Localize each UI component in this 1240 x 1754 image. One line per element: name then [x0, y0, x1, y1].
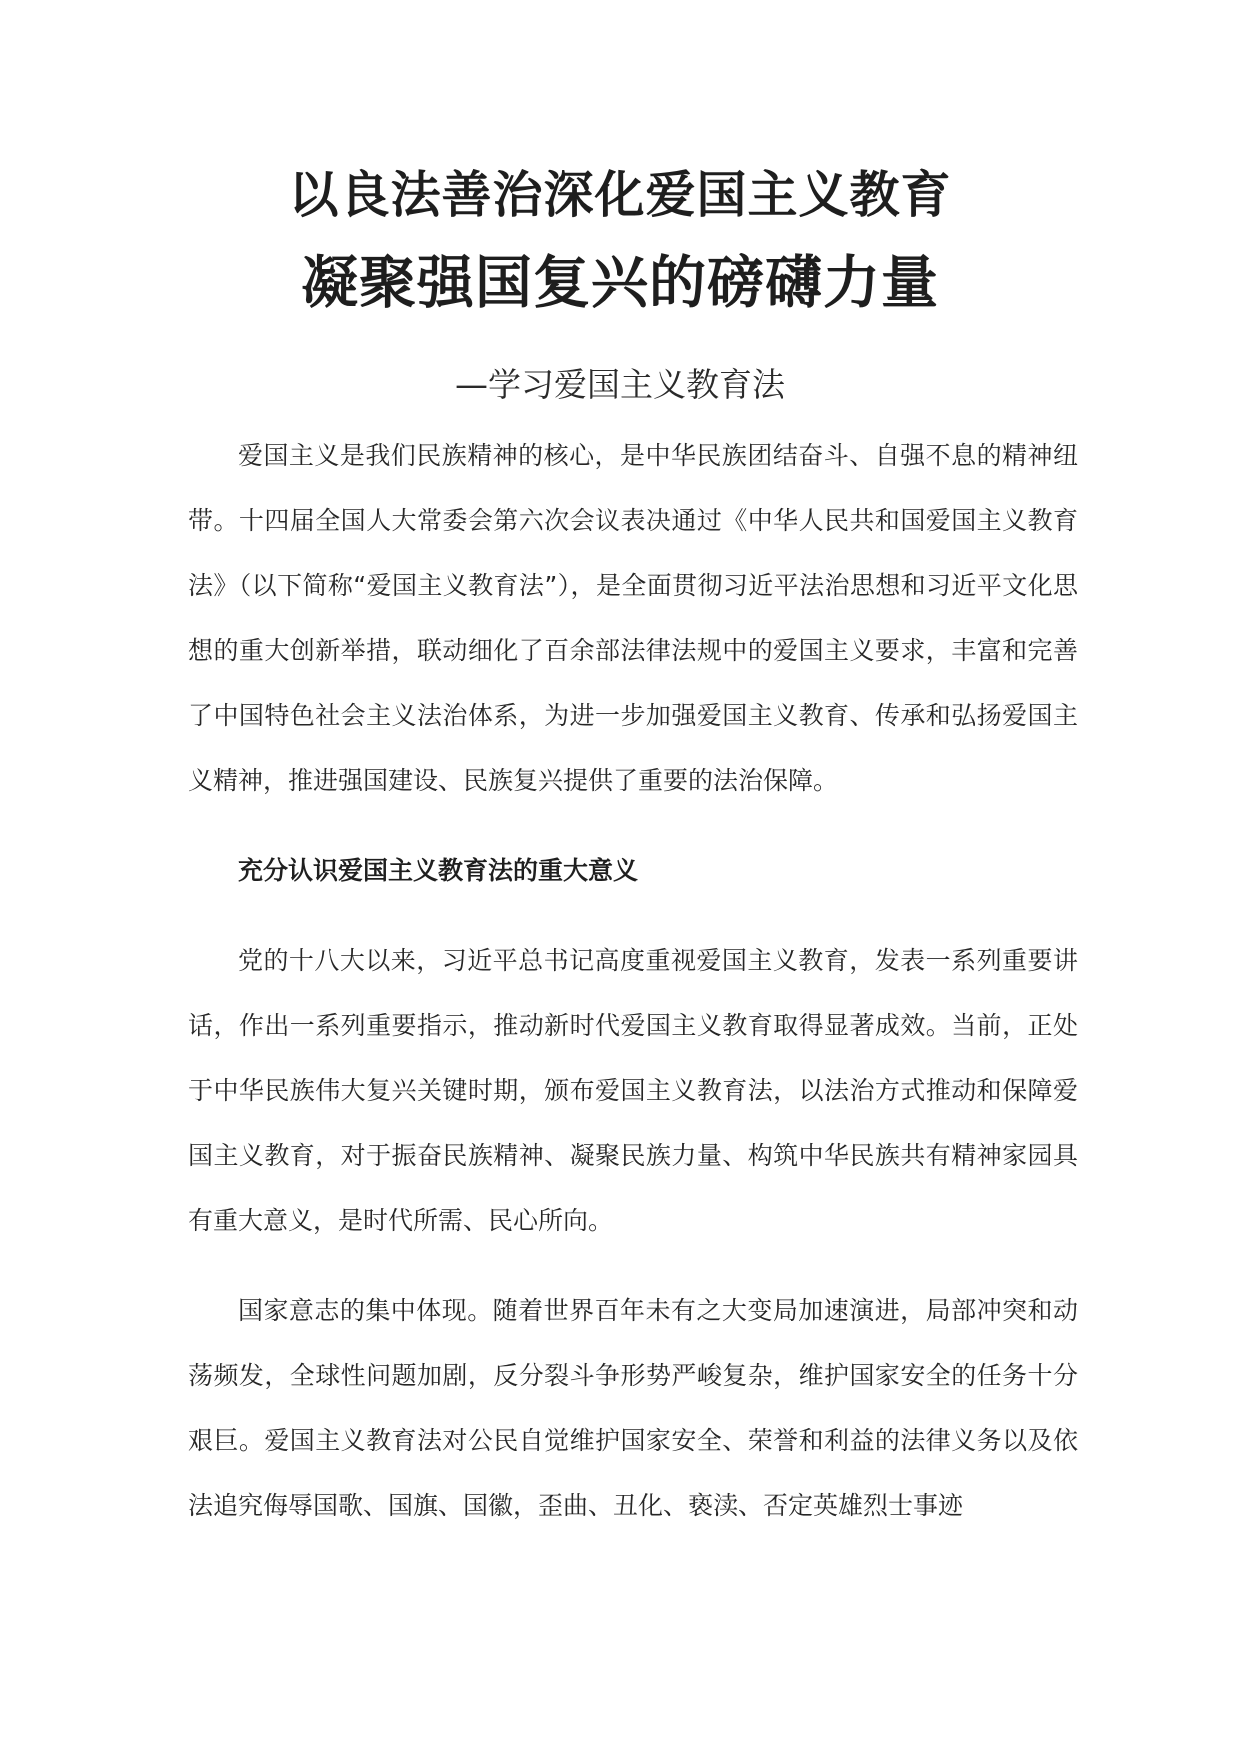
paragraph-intro: 爱国主义是我们民族精神的核心，是中华民族团结奋斗、自强不息的精神纽带。十四届全国人大常委会第六次会议表决通过《中华人民共和国爱国主义教育法》（以下简称“爱国主义教育法”），是全面贯彻习近平法治思想和习近平文化思想的重大创新举措，联动细化了百余部法律法规中的爱国主义要求，丰富和完善了中国特色社会主义法治体系，为进一步加强爱国主义教育、传承和弘扬爱国主义精神，推进强国建设、民族复兴提供了重要的法治保障。: [188, 441, 1078, 795]
section-heading: 充分认识爱国主义教育法的重大意义: [238, 856, 639, 885]
article-body: [188, 423, 1078, 1538]
paragraph-significance: 党的十八大以来，习近平总书记高度重视爱国主义教育，发表一系列重要讲话，作出一系列重要指示，推动新时代爱国主义教育取得显著成效。当前，正处于中华民族伟大复兴关键时期，颁布爱国主义教育法，以法治方式推动和保障爱国主义教育，对于振奋民族精神、凝聚民族力量、构筑中华民族共有精神家园具有重大意义，是时代所需、民心所向。: [188, 946, 1078, 1235]
paragraph-gap: [188, 1253, 1078, 1278]
title-line-2: 凝聚强国复兴的磅礴力量: [301, 250, 939, 316]
paragraph-national-will: 国家意志的集中体现。随着世界百年未有之大变局加速演进，局部冲突和动荡频发，全球性问题加剧，反分裂斗争形势严峻复杂，维护国家安全的任务十分艰巨。爱国主义教育法对公民自觉维护国家安全、荣誉和利益的法律义务以及依法追究侮辱国歌、国旗、国徽，歪曲、丑化、亵渎、否定英雄烈士事迹: [188, 1296, 1078, 1520]
paragraph-gap: [188, 813, 1078, 838]
subtitle: —学习爱国主义教育法: [455, 365, 785, 405]
paragraph-gap: [188, 903, 1078, 928]
title-line-1: 以良法善治深化爱国主义教育: [288, 166, 952, 224]
